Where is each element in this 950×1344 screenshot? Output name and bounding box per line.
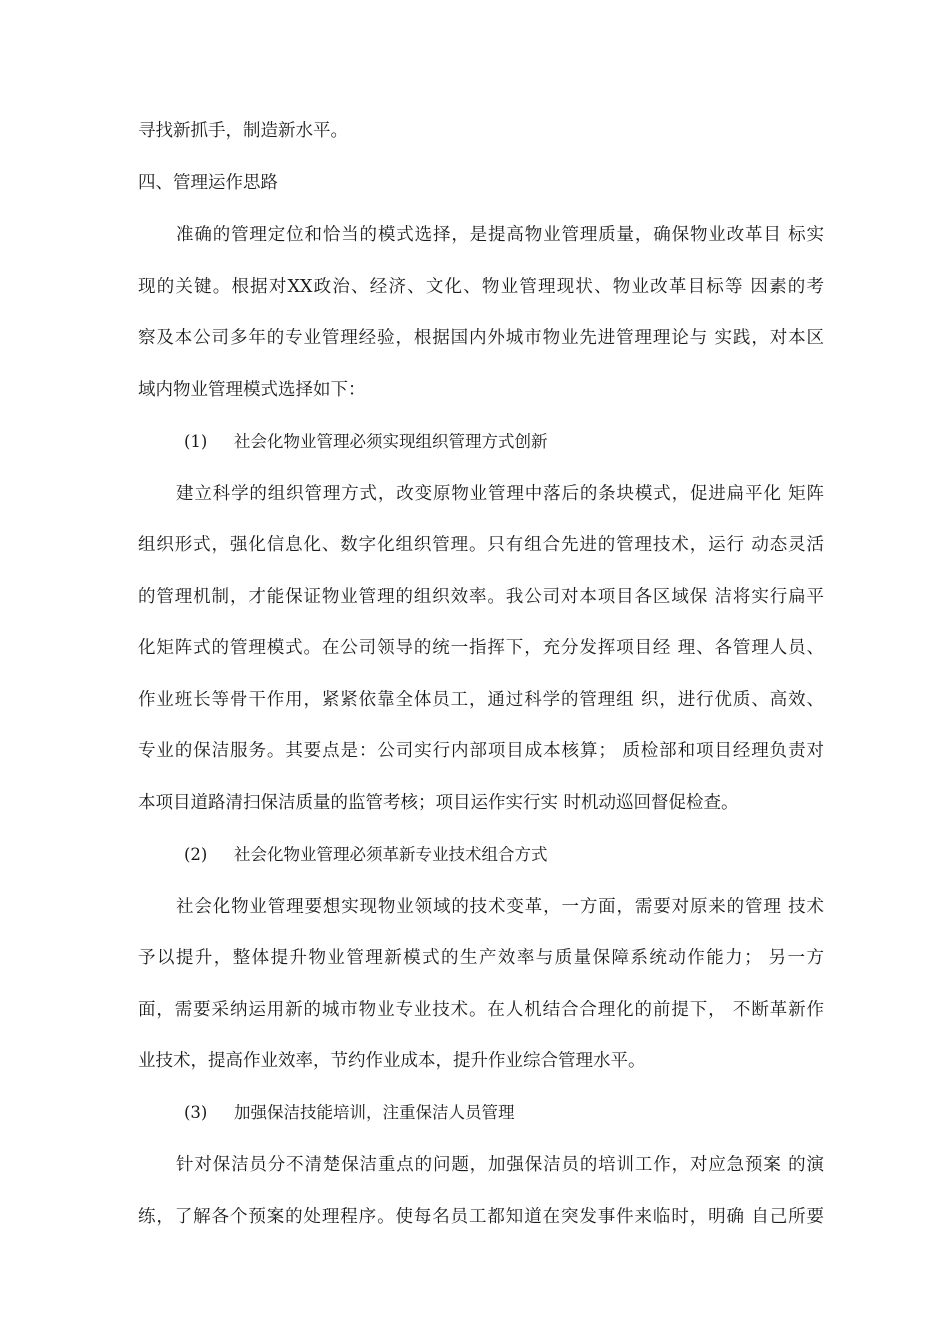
subsection-2-title: 社会化物业管理必须革新专业技术组合方式 xyxy=(234,844,548,864)
paragraph-2-line: 专业的保洁服务。其要点是：公司实行内部项目成本核算； 质检部和项目经理负责对 xyxy=(138,741,824,761)
paragraph-2-line: 组织形式，强化信息化、数字化组织管理。只有组合先进的管理技术，运行 动态灵活 xyxy=(138,535,824,555)
paragraph-2-line: 本项目道路清扫保洁质量的监管考核；项目运作实行实 时机动巡回督促检查。 xyxy=(138,792,739,813)
document-body xyxy=(138,118,824,1230)
paragraph-3 xyxy=(138,894,824,1075)
paragraph-1-line: 现的关键。根据对XX政治、经济、文化、物业管理现状、物业改革目标等 因素的考 xyxy=(138,276,824,297)
paragraph-3-line: 业技术，提高作业效率，节约作业成本，提升作业综合管理水平。 xyxy=(138,1051,646,1071)
paragraph-3-line: 予以提升，整体提升物业管理新模式的生产效率与质量保障系统动作能力； 另一方 xyxy=(138,948,824,968)
paragraph-2-line: 作业班长等骨干作用，紧紧依靠全体员工，通过科学的管理组 织，进行优质、高效、 xyxy=(138,689,824,710)
subsection-1-number: (1) xyxy=(184,431,208,451)
subsection-1-heading xyxy=(138,429,824,455)
paragraph-2-line: 的管理机制，才能保证物业管理的组织效率。我公司对本项目各区域保 洁将实行扁平 xyxy=(138,586,824,607)
paragraph-1-line: 域内物业管理模式选择如下： xyxy=(138,379,366,400)
paragraph-1-line: 察及本公司多年的专业管理经验，根据国内外城市物业先进管理理论与 实践，对本区 xyxy=(138,328,824,348)
subsection-2-heading xyxy=(138,842,824,868)
paragraph-4 xyxy=(138,1152,824,1230)
intro-tail-line: 寻找新抓手，制造新水平。 xyxy=(138,121,348,141)
paragraph-2 xyxy=(138,481,824,816)
subsection-1-title: 社会化物业管理必须实现组织管理方式创新 xyxy=(234,431,548,451)
paragraph-3-line: 社会化物业管理要想实现物业领域的技术变革，一方面，需要对原来的管理 技术 xyxy=(176,896,824,917)
subsection-3-heading xyxy=(138,1100,824,1126)
paragraph-1 xyxy=(138,222,824,403)
paragraph-4-line: 练，了解各个预案的处理程序。使每名员工都知道在突发事件来临时，明确 自己所要 xyxy=(138,1206,824,1227)
paragraph-4-line: 针对保洁员分不清楚保洁重点的问题，加强保洁员的培训工作，对应急预案 的演 xyxy=(176,1155,824,1175)
paragraph-2-line: 建立科学的组织管理方式，改变原物业管理中落后的条块模式，促进扁平化 矩阵 xyxy=(176,483,824,504)
section-heading: 四、管理运作思路 xyxy=(138,173,278,193)
subsection-3-title: 加强保洁技能培训，注重保洁人员管理 xyxy=(234,1103,515,1122)
paragraph-1-line: 准确的管理定位和恰当的模式选择，是提高物业管理质量，确保物业改革目 标实 xyxy=(176,225,824,245)
paragraph-2-line: 化矩阵式的管理模式。在公司领导的统一指挥下，充分发挥项目经 理、各管理人员、 xyxy=(138,638,824,658)
subsection-2-number: (2) xyxy=(184,844,208,864)
subsection-3-number: (3) xyxy=(184,1103,208,1122)
paragraph-3-line: 面，需要采纳运用新的城市物业专业技术。在人机结合合理化的前提下， 不断革新作 xyxy=(138,999,824,1020)
